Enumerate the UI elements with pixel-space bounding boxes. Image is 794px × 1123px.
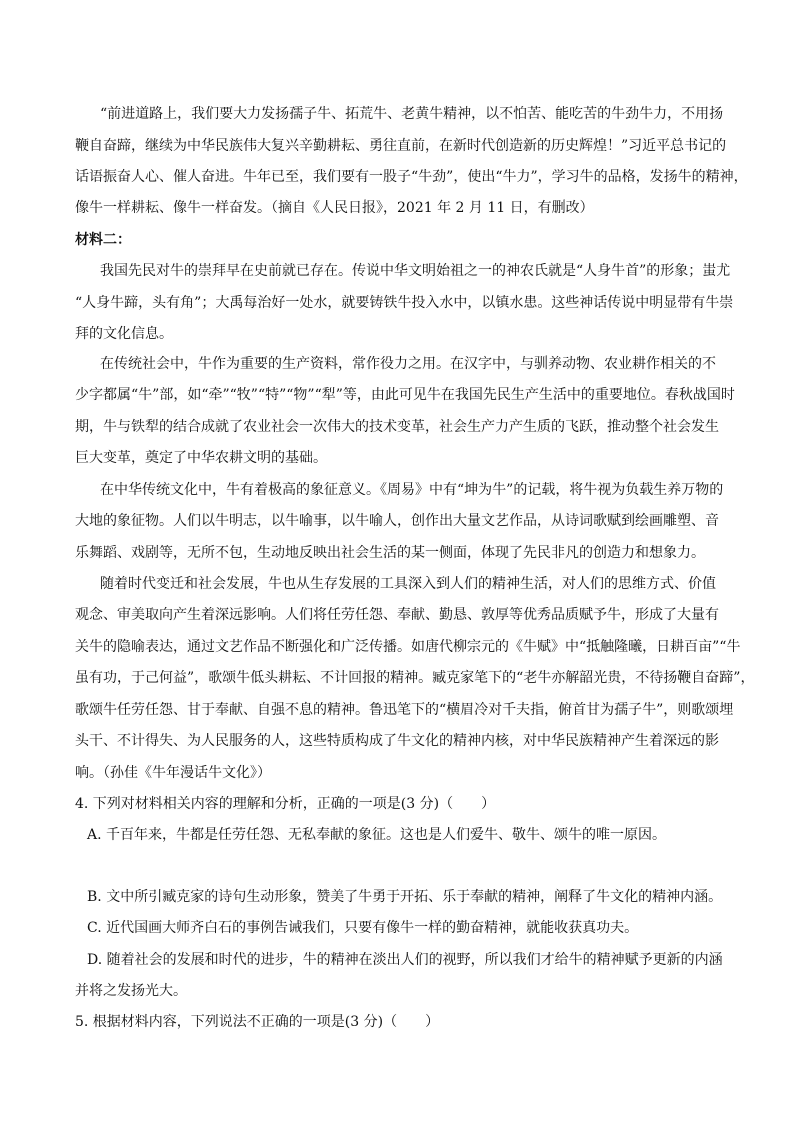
paragraph-line: 大地的象征物。人们以牛明志，以牛喻事，以牛喻人，创作出大量文艺作品，从诗词歌赋到绘画雕塑、音 bbox=[75, 513, 719, 529]
paragraph-line: 像牛一样耕耘、像牛一样奋发。（摘自《人民日报》，2021 年 2 月 11 日，有删改） bbox=[75, 200, 594, 216]
paragraph-line: 在中华传统文化中，牛有着极高的象征意义。《周易》中有“坤为牛”的记载，将牛视为负载生养万物的 bbox=[100, 482, 724, 498]
paragraph-line: 歌颂牛任劳任怨、甘于奉献、自强不息的精神。鲁迅笔下的“横眉冷对千夫指，俯首甘为孺子牛”，则歌颂埋 bbox=[75, 702, 734, 718]
question-4-stem: 4. 下列对材料相关内容的理解和分析，正确的一项是(3 分)（ ） bbox=[75, 796, 496, 812]
question-4-option-a: A. 千百年来，牛都是任劳任怨、无私奉献的象征。这也是人们爱牛、敬牛、颂牛的唯一原因。 bbox=[87, 827, 667, 843]
section-heading: 材料二： bbox=[75, 232, 131, 248]
question-4-option-b: B. 文中所引臧克家的诗句生动形象，赞美了牛勇于开拓、乐于奉献的精神，阐释了牛文化的精神内涵。 bbox=[87, 889, 723, 905]
paragraph-line: 在传统社会中，牛作为重要的生产资料，常作役力之用。在汉字中，与驯养动物、农业耕作相关的不 bbox=[100, 356, 716, 372]
question-4-option-d: D. 随着社会的发展和时代的进步，牛的精神在淡出人们的视野，所以我们才给牛的精神赋予更新的内涵 bbox=[87, 952, 723, 968]
paragraph-line: 随着时代变迁和社会发展，牛也从生存发展的工具深入到人们的精神生活，对人们的思维方式、价值 bbox=[100, 576, 716, 592]
paragraph-line: 响。（孙佳《牛年漫话牛文化》） bbox=[75, 765, 271, 781]
paragraph-line: 头干、不计得失、为人民服务的人，这些特质构成了牛文化的精神内核，对中华民族精神产生着深远的影 bbox=[75, 733, 719, 749]
paragraph-line: 巨大变革，奠定了中华农耕文明的基础。 bbox=[75, 450, 327, 466]
paragraph-line: “前进道路上，我们要大力发扬孺子牛、拓荒牛、老黄牛精神，以不怕苦、能吃苦的牛劲牛力，不用扬 bbox=[100, 106, 724, 122]
paragraph-line: 乐舞蹈、戏剧等，无所不包，生动地反映出社会生活的某一侧面，体现了先民非凡的创造力和想象力。 bbox=[75, 545, 705, 561]
question-4-option-c: C. 近代国画大师齐白石的事例告诫我们，只要有像牛一样的勤奋精神，就能收获真功夫。 bbox=[87, 920, 639, 936]
paragraph-line: 关牛的隐喻表达，通过文艺作品不断强化和广泛传播。如唐代柳宗元的《牛赋》中“抵触隆曦，日耕百亩”“牛 bbox=[75, 639, 741, 655]
paragraph-line: 话语振奋人心、催人奋进。牛年已至，我们要有一股子“牛劲”，使出“牛力”，学习牛的品格，发扬牛的精神， bbox=[75, 169, 748, 185]
paragraph-line: 少字都属“牛”部，如“牵”“牧”“特”“物”“犁”等，由此可见牛在我国先民生产生活中的重要地位。春秋战国时 bbox=[75, 387, 735, 403]
question-4-option-d-continued: 并将之发扬光大。 bbox=[75, 983, 187, 999]
paragraph-line: 观念、审美取向产生着深远影响。人们将任劳任怨、奉献、勤恳、敦厚等优秀品质赋予牛，形成了大量有 bbox=[75, 607, 719, 623]
paragraph-line: 拜的文化信息。 bbox=[75, 326, 173, 342]
question-5-stem: 5. 根据材料内容，下列说法不正确的一项是(3 分)（ ） bbox=[75, 1014, 440, 1030]
paragraph-line: 我国先民对牛的崇拜早在史前就已存在。传说中华文明始祖之一的神农氏就是“人身牛首”的形象；蚩尤 bbox=[100, 263, 731, 279]
paragraph-line: 期，牛与铁犁的结合成就了农业社会一次伟大的技术变革，社会生产力产生质的飞跃，推动整个社会发生 bbox=[75, 419, 719, 435]
paragraph-line: “人身牛蹄，头有角”；大禹每治好一处水，就要铸铁牛投入水中，以镇水患。这些神话传说中明显带有牛崇 bbox=[75, 295, 734, 311]
paragraph-line: 鞭自奋蹄，继续为中华民族伟大复兴辛勤耕耘、勇往直前，在新时代创造新的历史辉煌！”习近平总书记的 bbox=[75, 138, 727, 154]
paragraph-line: 虽有功，于己何益”，歌颂牛低头耕耘、不计回报的精神。臧克家笔下的“老牛亦解韶光贵，不待扬鞭自奋蹄”， bbox=[75, 670, 755, 686]
